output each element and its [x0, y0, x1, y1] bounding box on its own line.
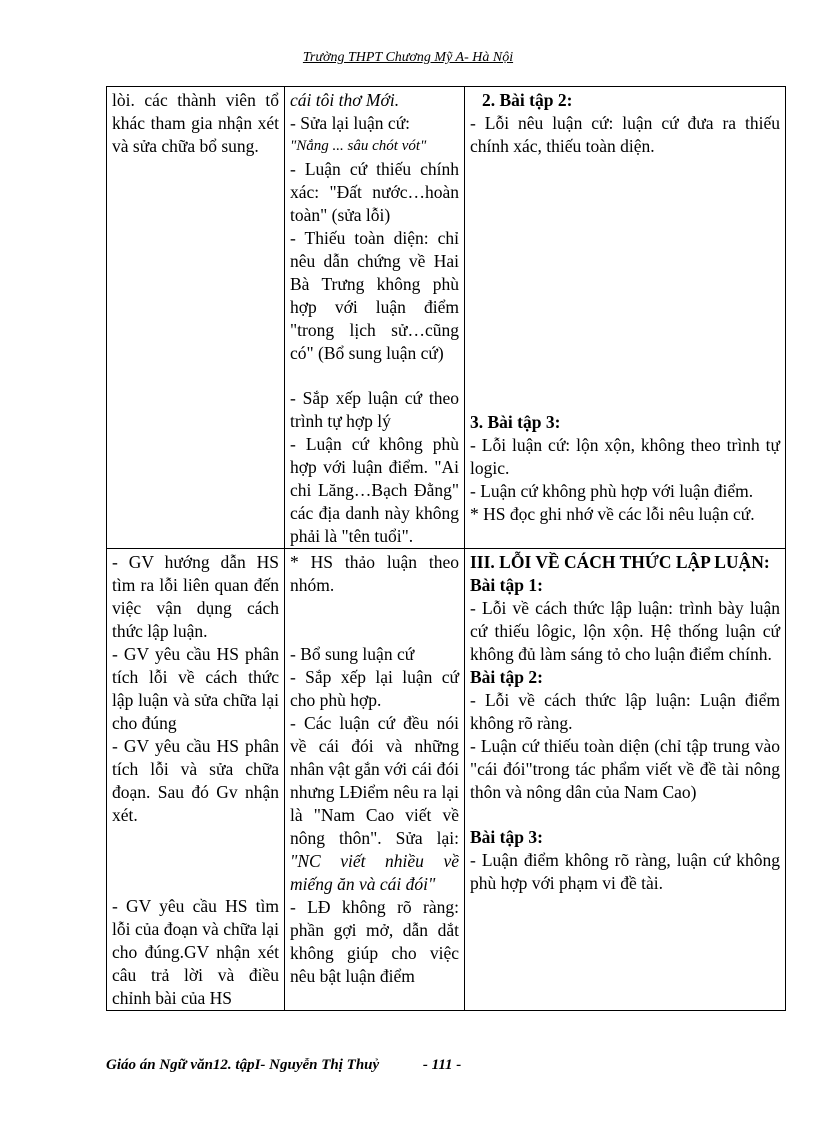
table-row [107, 549, 786, 1011]
page-header: Trường THPT Chương Mỹ A- Hà Nội [302, 50, 514, 65]
page-number: - 111 - [422, 1057, 462, 1073]
content-cell: III. LỖI VỀ CÁCH THỨC LẬP LUẬN: Bài tập 1: - Lỗi về cách thức lập luận: trình bày luận cứ thiếu lôgic, lộn xộn. Hệ thống luận cứ không đủ làm sáng tỏ cho luận điểm chính. Bài tập 2: - Lỗi về cách thức lập luận: Luận điểm không rõ ràng. - Luận cứ thiếu toàn diện (chỉ tập trung vào "cái đói"trong tác phẩm viết về đề tài nông thôn và nông dân của Nam Cao) Bài tập 3: - Luận điểm không rõ ràng, luận cứ không phù hợp với phạm vi đề tài. [465, 549, 786, 1011]
lesson-table [106, 86, 786, 1011]
student-activity-cell: * HS thảo luận theo nhóm. - Bổ sung luận cứ - Sắp xếp lại luận cứ cho phù hợp. - Các luận cứ đều nói về cái đói và những nhân vật gắn với cái đói nhưng LĐiểm nêu ra lại là "Nam Cao viết về nông thôn". Sửa lại: "NC viết nhiều về miếng ăn và cái đói" - LĐ không rõ ràng: phần gợi mở, dẫn dắt không giúp cho việc nêu bật luận điểm [285, 549, 465, 1011]
teacher-activity-cell: - GV hướng dẫn HS tìm ra lỗi liên quan đến việc vận dụng cách thức lập luận. - GV yêu cầu HS phân tích lỗi về cách thức lập luận và sửa chữa lại cho đúng - GV yêu cầu HS phân tích lỗi và sửa chữa đoạn. Sau đó Gv nhận xét. - GV yêu cầu HS tìm lỗi của đoạn và chữa lại cho đúng.GV nhận xét câu trả lời và điều chỉnh bài của HS [107, 549, 285, 1011]
footer-text: Giáo án Ngữ văn12. tậpI- Nguyễn Thị Thuỷ [106, 1057, 380, 1073]
table-row [107, 87, 786, 549]
student-activity-cell: cái tôi thơ Mới. - Sửa lại luận cứ: "Nắng ... sâu chót vót" - Luận cứ thiếu chính xác: "Đất nước…hoàn toàn" (sửa lỗi) - Thiếu toàn diện: chỉ nêu dẫn chứng về Hai Bà Trưng không phù hợp với luận điểm "trong lịch sử…cũng có" (Bổ sung luận cứ) - Sắp xếp luận cứ theo trình tự hợp lý - Luận cứ không phù hợp với luận điểm. "Ai chi Lăng…Bạch Đằng" các địa danh này không phải là "tên tuổi". [285, 87, 465, 549]
teacher-activity-cell: lòi. các thành viên tổ khác tham gia nhận xét và sửa chữa bổ sung. [107, 87, 285, 549]
content-cell: 2. Bài tập 2: - Lỗi nêu luận cứ: luận cứ đưa ra thiếu chính xác, thiếu toàn diện. 3. Bài tập 3: - Lỗi luận cứ: lộn xộn, không theo trình tự logic. - Luận cứ không phù hợp với luận điểm. * HS đọc ghi nhớ về các lỗi nêu luận cứ. [465, 87, 786, 549]
page-footer [106, 1057, 461, 1074]
